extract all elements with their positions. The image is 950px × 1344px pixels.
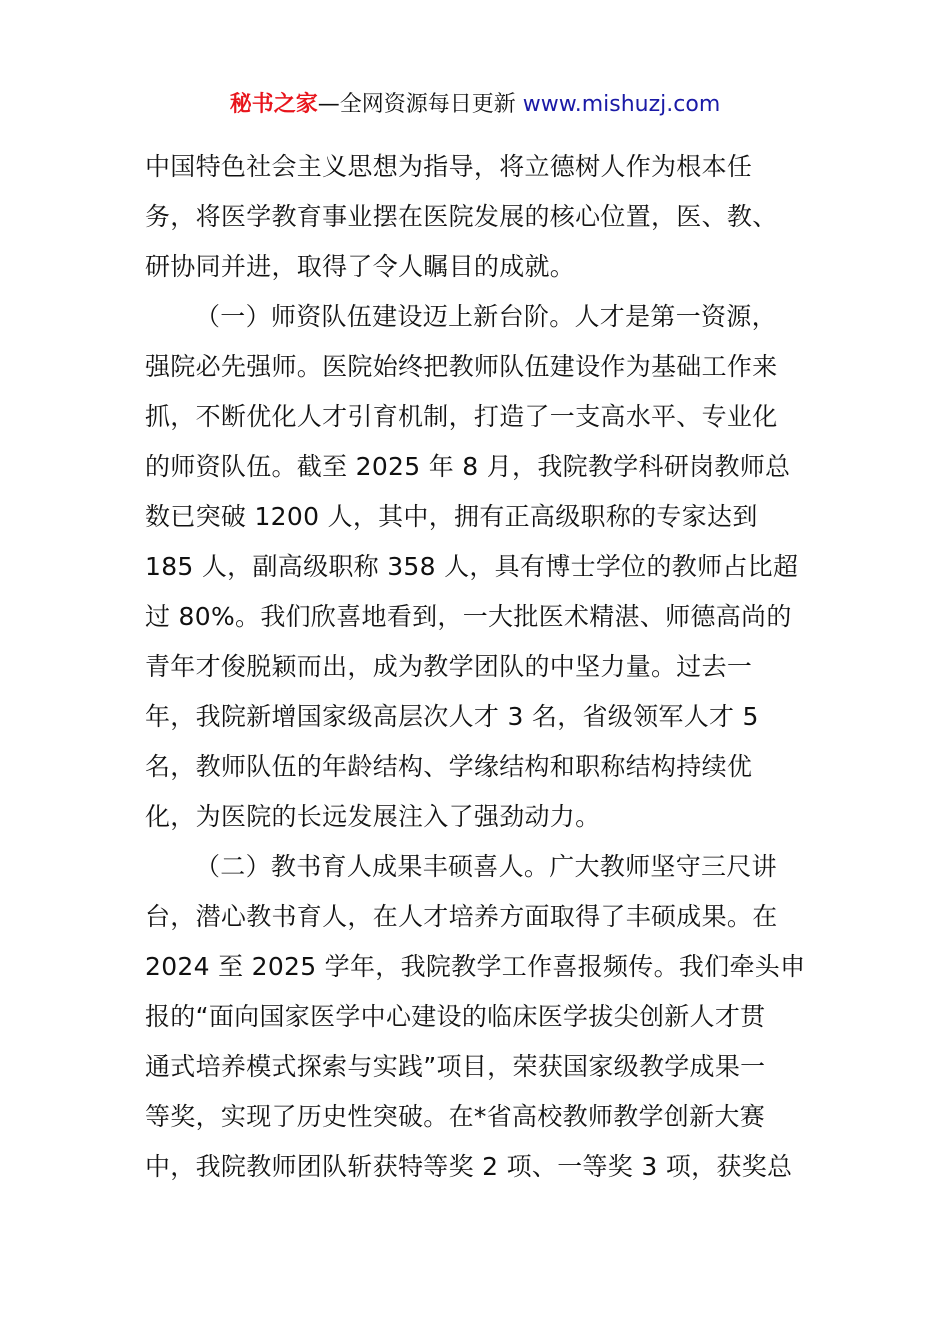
text-line: 的师资队伍。截至 2025 年 8 月，我院教学科研岗教师总 bbox=[145, 452, 791, 481]
site-header bbox=[0, 88, 950, 122]
text-line: 台，潜心教书育人，在人才培养方面取得了丰硕成果。在 bbox=[145, 902, 778, 931]
text-line: 抓，不断优化人才引育机制，打造了一支高水平、专业化 bbox=[145, 402, 778, 431]
text-line: 研协同并进，取得了令人瞩目的成就。 bbox=[145, 252, 576, 281]
text-line: 化，为医院的长远发展注入了强劲动力。 bbox=[145, 802, 601, 831]
text-line: 过 80%。我们欣喜地看到，一大批医术精湛、师德高尚的 bbox=[145, 602, 792, 631]
site-url-link[interactable]: www.mishuzj.com bbox=[515, 92, 721, 117]
text-line: 通式培养模式探索与实践”项目，荣获国家级教学成果一 bbox=[145, 1052, 766, 1081]
brand-name: 秘书之家 bbox=[229, 92, 318, 117]
text-line: 中国特色社会主义思想为指导，将立德树人作为根本任 bbox=[145, 152, 753, 181]
text-line: 数已突破 1200 人，其中，拥有正高级职称的专家达到 bbox=[145, 502, 758, 531]
text-line: 强院必先强师。医院始终把教师队伍建设作为基础工作来 bbox=[145, 352, 778, 381]
text-line: 名，教师队伍的年龄结构、学缘结构和职称结构持续优 bbox=[145, 752, 753, 781]
text-line: 青年才俊脱颖而出，成为教学团队的中坚力量。过去一 bbox=[145, 652, 753, 681]
text-line: 报的“面向国家医学中心建设的临床医学拔尖创新人才贯 bbox=[145, 1002, 766, 1031]
section-heading-line: （二）教书育人成果丰硕喜人。广大教师坚守三尺讲 bbox=[195, 852, 777, 881]
header-slogan: —全网资源每日更新 bbox=[317, 92, 516, 117]
text-line: 2024 至 2025 学年，我院教学工作喜报频传。我们牵头申 bbox=[145, 952, 806, 981]
section-heading-line: （一）师资队伍建设迈上新台阶。人才是第一资源， bbox=[195, 302, 777, 331]
text-line: 中，我院教师团队斩获特等奖 2 项、一等奖 3 项，获奖总 bbox=[145, 1152, 793, 1181]
text-line: 年，我院新增国家级高层次人才 3 名，省级领军人才 5 bbox=[145, 702, 759, 731]
text-line: 等奖，实现了历史性突破。在*省高校教师教学创新大赛 bbox=[145, 1102, 766, 1131]
text-line: 185 人，副高级职称 358 人，具有博士学位的教师占比超 bbox=[145, 552, 799, 581]
text-line: 务，将医学教育事业摆在医院发展的核心位置，医、教、 bbox=[145, 202, 778, 231]
